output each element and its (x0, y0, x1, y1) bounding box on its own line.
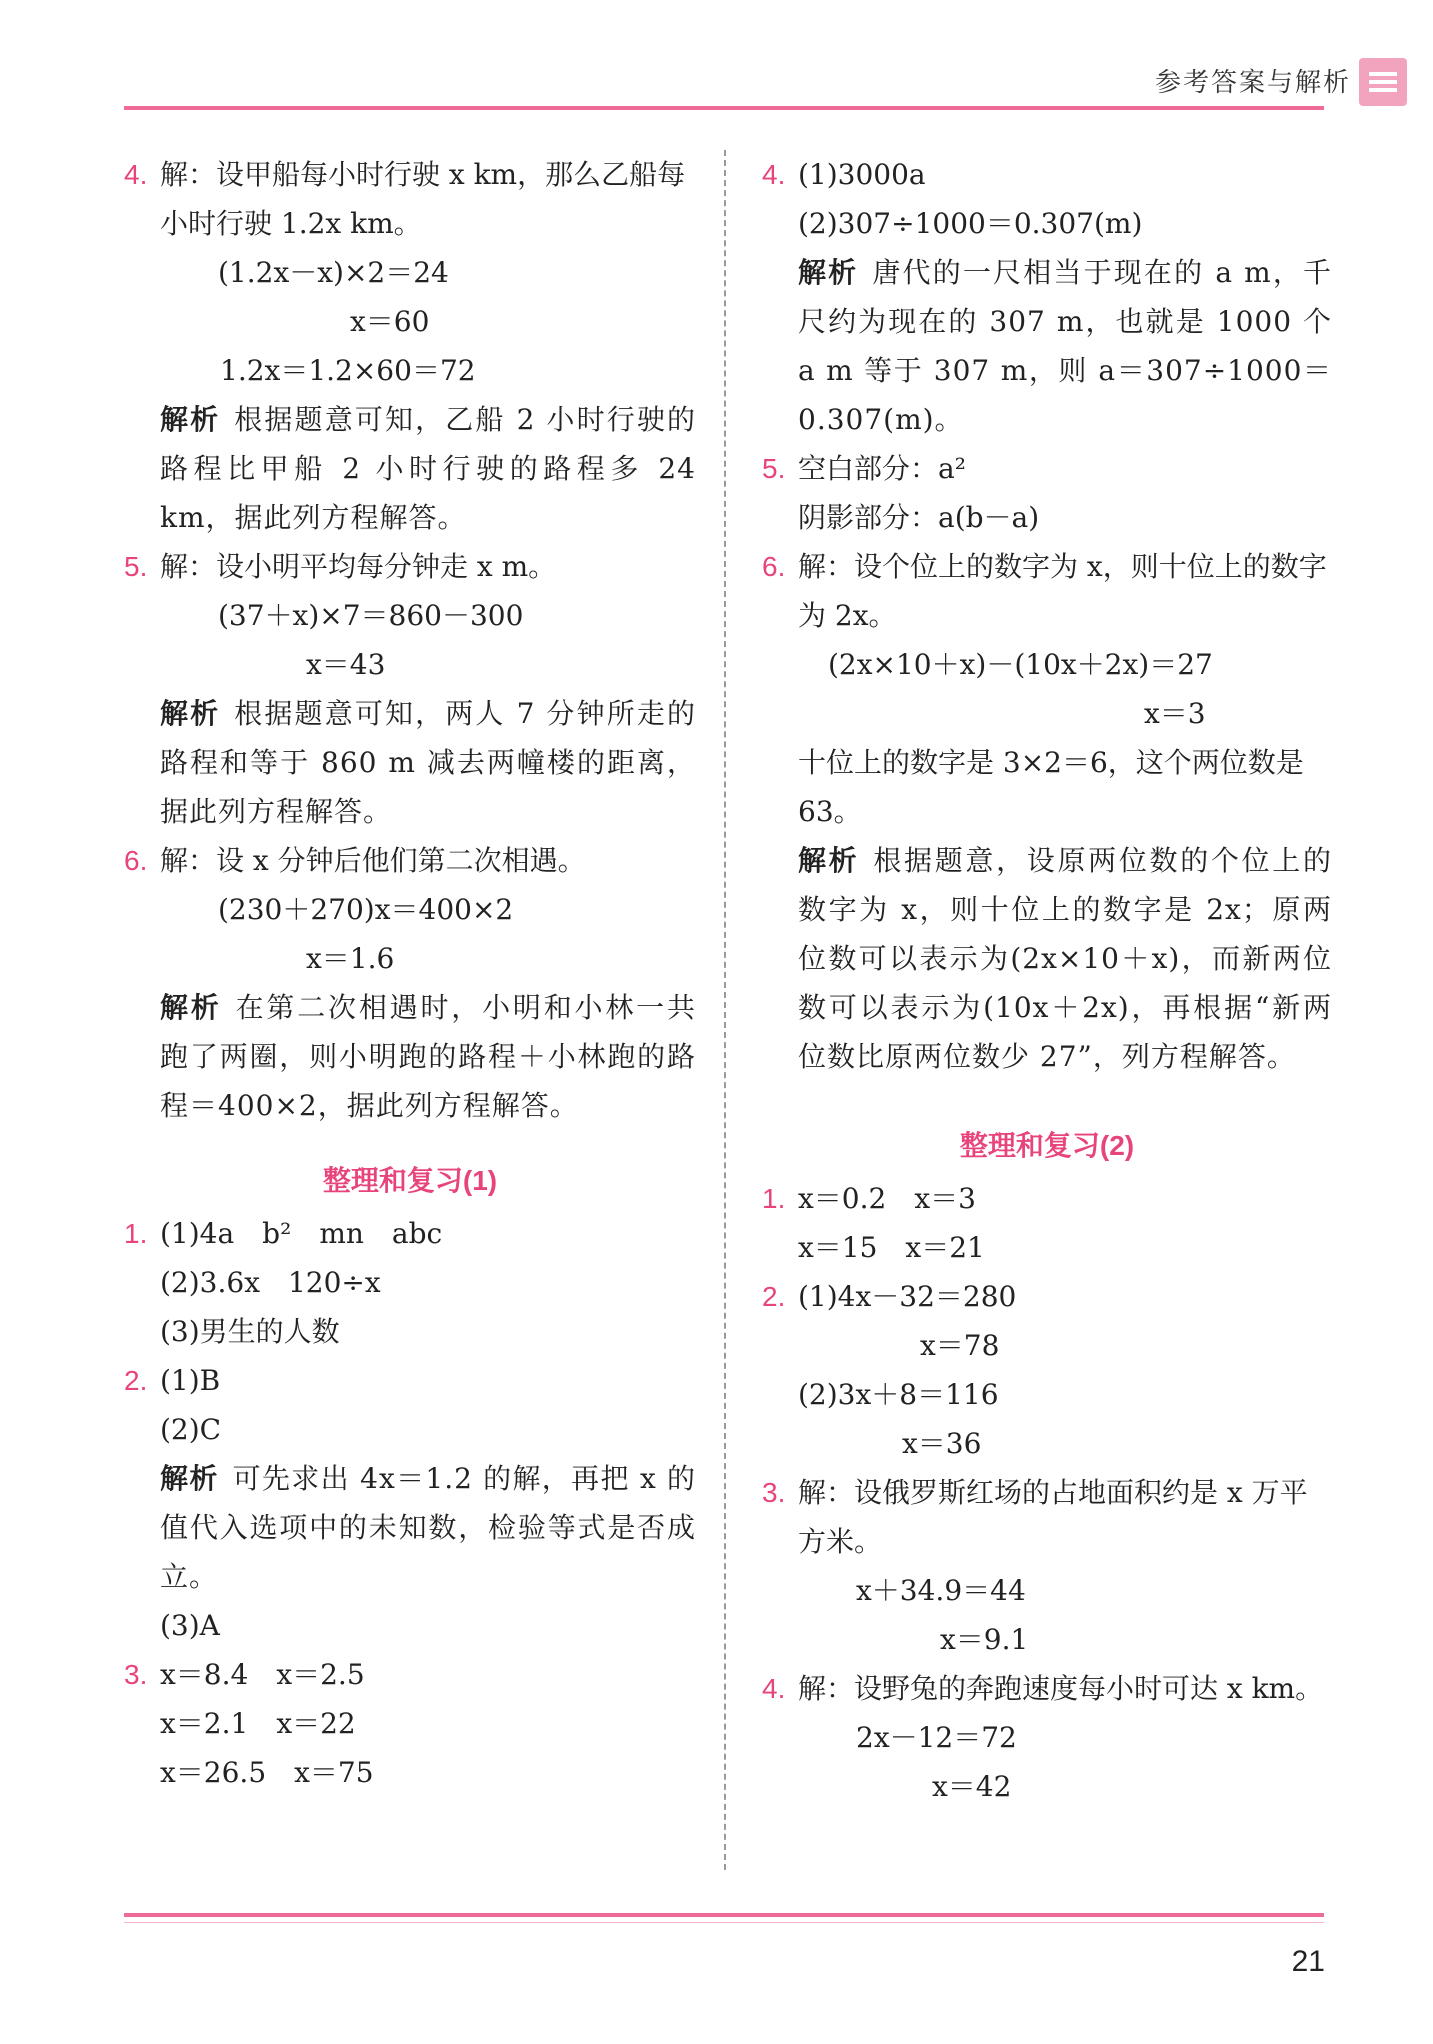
item-number: 4. (762, 1673, 786, 1704)
analysis-label: 解析 (798, 256, 859, 289)
answer-line: x＝0.2 x＝3 (798, 1182, 976, 1215)
solution-text: 解：设小明平均每分钟走 x m。 (160, 550, 557, 583)
equation: x＝78 (920, 1329, 1000, 1362)
equation: (37＋x)×7＝860－300 (218, 599, 524, 632)
answer-item (124, 542, 696, 836)
answer-line: (2)3.6x 120÷x (160, 1266, 381, 1299)
answer-line: (3)男生的人数 (160, 1315, 340, 1348)
analysis-text: 根据题意可知，两人 7 分钟所走的路程和等于 860 m 减去两幢楼的距离，据此列方程解答。 (160, 697, 696, 828)
analysis (160, 1454, 696, 1601)
item-number: 6. (124, 845, 148, 876)
analysis-text: 根据题意，设原两位数的个位上的数字为 x，则十位上的数字是 2x；原两位数可以表示为(2x×10＋x)，而新两位数可以表示为(10x＋2x)，再根据“新两位数比原两位数少 27”，列方程解答。 (798, 844, 1332, 1073)
equation: 1.2x＝1.2×60＝72 (220, 354, 476, 387)
answer-item (124, 1209, 696, 1356)
footer-rule-thin (124, 1922, 1324, 1923)
analysis-text: 可先求出 4x＝1.2 的解，再把 x 的值代入选项中的未知数，检验等式是否成立。 (160, 1462, 696, 1593)
equation: (1.2x－x)×2＝24 (218, 256, 449, 289)
analysis-label: 解析 (798, 844, 860, 877)
left-column (124, 150, 696, 1797)
analysis-text: 在第二次相遇时，小明和小林一共跑了两圈，则小明跑的路程＋小林跑的路程＝400×2，据此列方程解答。 (160, 991, 696, 1122)
answer-item (762, 1664, 1332, 1811)
item-number: 2. (124, 1365, 148, 1396)
item-number: 4. (124, 159, 148, 190)
item-number: 1. (124, 1218, 148, 1249)
answer-item (124, 1356, 696, 1650)
answer-item (124, 1650, 696, 1797)
answer-item (762, 1272, 1332, 1468)
answer-line: (1)4a b² mn abc (160, 1217, 443, 1250)
answer-line: (2)3x＋8＝116 (798, 1378, 999, 1411)
equation: x＝36 (902, 1427, 982, 1460)
item-number: 5. (762, 453, 786, 484)
conclusion-text: 十位上的数字是 3×2＝6，这个两位数是 63。 (798, 746, 1304, 828)
equation: x＝3 (1144, 697, 1206, 730)
equation: x＝1.6 (306, 942, 395, 975)
header-rule (124, 106, 1324, 110)
analysis (160, 983, 696, 1130)
solution-text: 解：设俄罗斯红场的占地面积约是 x 万平方米。 (798, 1476, 1308, 1558)
equation: x＝60 (350, 305, 430, 338)
answer-line: x＝15 x＝21 (798, 1231, 985, 1264)
answer-item (762, 1468, 1332, 1664)
analysis (160, 395, 696, 542)
solution-text: 解：设个位上的数字为 x，则十位上的数字为 2x。 (798, 550, 1327, 632)
analysis-label: 解析 (160, 991, 222, 1024)
equation: x＋34.9＝44 (856, 1574, 1026, 1607)
equation: x＝42 (932, 1770, 1012, 1803)
analysis-label: 解析 (160, 403, 221, 436)
analysis-label: 解析 (160, 697, 221, 730)
answer-item (124, 150, 696, 542)
analysis (798, 836, 1332, 1081)
item-number: 3. (762, 1477, 786, 1508)
equation: (2x×10＋x)－(10x＋2x)＝27 (828, 648, 1213, 681)
item-number: 3. (124, 1659, 148, 1690)
solution-text: 解：设野兔的奔跑速度每小时可达 x km。 (798, 1672, 1324, 1705)
answer-line: 空白部分：a² (798, 452, 966, 485)
answer-item (762, 150, 1332, 444)
analysis-label: 解析 (160, 1462, 219, 1495)
answer-item (762, 444, 1332, 542)
equation: 2x－12＝72 (856, 1721, 1017, 1754)
answer-line: x＝2.1 x＝22 (160, 1707, 356, 1740)
answer-item (762, 542, 1332, 1081)
answer-line: (3)A (160, 1609, 220, 1642)
answer-line: 阴影部分：a(b－a) (798, 501, 1040, 534)
analysis-text: 根据题意可知，乙船 2 小时行驶的路程比甲船 2 小时行驶的路程多 24 km，据此列方程解答。 (160, 403, 696, 534)
analysis (160, 689, 696, 836)
answer-item (124, 836, 696, 1130)
equation: x＝9.1 (940, 1623, 1029, 1656)
equation: (230＋270)x＝400×2 (218, 893, 514, 926)
section-title: 整理和复习(1) (322, 1165, 498, 1196)
right-column (762, 150, 1332, 1811)
item-number: 4. (762, 159, 786, 190)
solution-text: 解：设甲船每小时行驶 x km，那么乙船每小时行驶 1.2x km。 (160, 158, 686, 240)
answer-item (762, 1174, 1332, 1272)
page-number: 21 (1291, 1945, 1325, 1978)
item-number: 2. (762, 1281, 786, 1312)
answer-line: x＝26.5 x＝75 (160, 1756, 374, 1789)
analysis-text: 唐代的一尺相当于现在的 a m，千尺约为现在的 307 m，也就是 1000 个 a m 等于 307 m，则 a＝307÷1000＝0.307(m)。 (798, 256, 1332, 436)
solution-text: 解：设 x 分钟后他们第二次相遇。 (160, 844, 586, 877)
item-number: 1. (762, 1183, 786, 1214)
item-number: 5. (124, 551, 148, 582)
item-number: 6. (762, 551, 786, 582)
analysis (798, 248, 1332, 444)
column-divider (724, 150, 726, 1870)
answer-line: (1)B (160, 1364, 221, 1397)
answer-line: x＝8.4 x＝2.5 (160, 1658, 365, 1691)
answer-line: (1)3000a (798, 158, 926, 191)
equation: x＝43 (306, 648, 386, 681)
footer-rule (124, 1913, 1324, 1917)
answer-line: (2)307÷1000＝0.307(m) (798, 207, 1143, 240)
header-title: 参考答案与解析 (1154, 68, 1351, 98)
answer-line: (2)C (160, 1413, 222, 1446)
book-icon (1359, 58, 1407, 106)
answer-line: (1)4x－32＝280 (798, 1280, 1017, 1313)
section-title: 整理和复习(2) (959, 1130, 1135, 1161)
